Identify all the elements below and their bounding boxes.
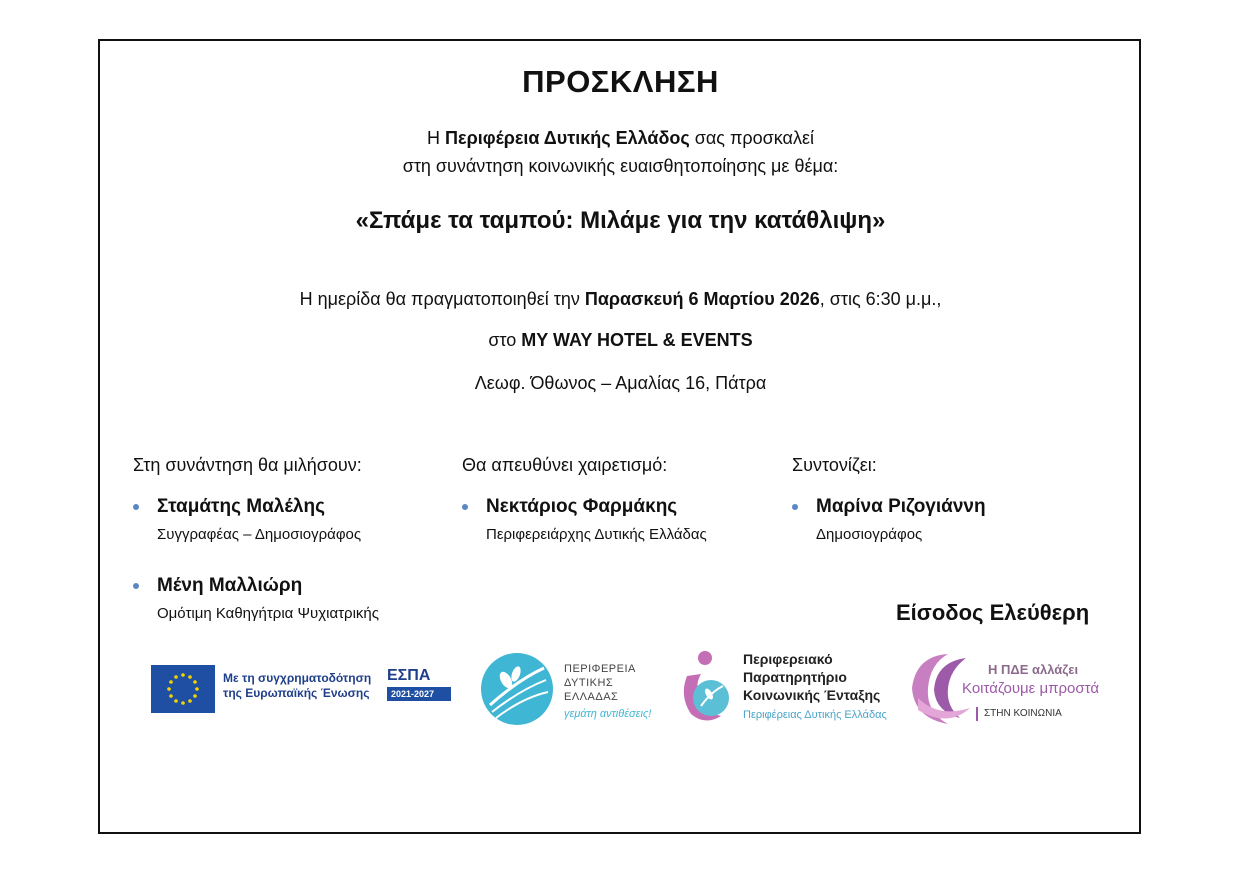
espa-years: 2021-2027 xyxy=(387,687,451,701)
observatory-logo xyxy=(677,646,902,726)
column-heading: Στη συνάντηση θα μιλήσουν: xyxy=(133,455,362,475)
speaker-name: Σταμάτης Μαλέλης xyxy=(157,496,325,517)
bullet-icon xyxy=(792,504,798,510)
event-subject: «Σπάμε τα ταμπού: Μιλάμε για την κατάθλιψη» xyxy=(355,207,886,234)
speaker-name: Μένη Μαλλιώρη xyxy=(157,575,303,596)
logo-strip xyxy=(0,640,1241,740)
region-name-line: ΕΛΛΑΔΑΣ xyxy=(564,691,619,703)
page-title: ΠΡΟΣΚΛΗΣΗ xyxy=(522,64,719,99)
eu-caption-line: Με τη συγχρηματοδότηση xyxy=(223,671,372,685)
observatory-name-line: Περιφερειακό xyxy=(743,651,833,667)
bullet-icon xyxy=(133,504,139,510)
espa-logo xyxy=(387,667,451,711)
region-logo xyxy=(478,650,668,730)
bullet-icon xyxy=(462,504,468,510)
greeter-name: Νεκτάριος Φαρμάκης xyxy=(486,496,678,517)
observatory-name-line: Παρατηρητήριο xyxy=(743,669,847,685)
region-name-line: ΔΥΤΙΚΗΣ xyxy=(564,677,614,689)
observatory-emblem-icon xyxy=(677,646,737,726)
intro-line-2: στη συνάντηση κοινωνικής ευαισθητοποίησης με θέμα: xyxy=(402,156,839,176)
pde-changes-logo xyxy=(908,648,1108,728)
pde-changes-line2: Κοιτάζουμε μπροστά xyxy=(962,680,1100,697)
pde-changes-line1: Η ΠΔΕ αλλάζει xyxy=(988,662,1079,677)
bullet-icon xyxy=(133,583,139,589)
greeting-column xyxy=(462,455,707,543)
event-address: Λεωφ. Όθωνος – Αμαλίας 16, Πάτρα xyxy=(474,373,767,393)
region-motto: γεμάτη αντιθέσεις! xyxy=(564,708,652,720)
event-venue: στο MY WAY HOTEL & EVENTS xyxy=(488,330,753,350)
eu-caption-line: της Ευρωπαϊκής Ένωσης xyxy=(223,686,370,700)
speaker-role: Συγγραφέας – Δημοσιογράφος xyxy=(157,526,362,543)
greeter-item xyxy=(462,496,707,543)
moderator-name: Μαρίνα Ριζογιάννη xyxy=(816,496,986,517)
speaker-item xyxy=(133,496,379,543)
observatory-subtitle: Περιφέρειας Δυτικής Ελλάδας xyxy=(743,709,887,721)
greeter-role: Περιφερειάρχης Δυτικής Ελλάδας xyxy=(486,526,707,543)
observatory-name-line: Κοινωνικής Ένταξης xyxy=(743,687,881,703)
pde-changes-line3: ΣΤΗΝ ΚΟΙΝΩΝΙΑ xyxy=(976,707,1062,721)
eu-caption xyxy=(223,671,371,701)
speakers-column xyxy=(133,455,379,622)
moderator-role: Δημοσιογράφος xyxy=(816,526,923,543)
free-entry-label: Είσοδος Ελεύθερη xyxy=(896,600,1090,625)
intro-text xyxy=(0,124,1241,180)
moderator-column xyxy=(792,455,986,543)
region-name-line: ΠΕΡΙΦΕΡΕΙΑ xyxy=(564,663,636,675)
eu-flag-icon xyxy=(151,665,215,713)
intro-line-1: Η Περιφέρεια Δυτικής Ελλάδος σας προσκαλεί xyxy=(427,128,814,148)
eu-logo xyxy=(151,665,384,713)
event-date: Η ημερίδα θα πραγματοποιηθεί την Παρασκευή 6 Μαρτίου 2026, στις 6:30 μ.μ., xyxy=(299,289,942,309)
observatory-name xyxy=(743,650,880,704)
column-heading: Συντονίζει: xyxy=(792,455,877,475)
region-emblem-icon xyxy=(478,650,556,728)
region-name xyxy=(564,662,636,704)
speaker-item xyxy=(133,575,379,622)
column-heading: Θα απευθύνει χαιρετισμό: xyxy=(462,455,668,475)
speaker-role: Ομότιμη Καθηγήτρια Ψυχιατρικής xyxy=(157,605,379,622)
moderator-item xyxy=(792,496,986,543)
espa-title: ΕΣΠΑ xyxy=(387,667,431,684)
